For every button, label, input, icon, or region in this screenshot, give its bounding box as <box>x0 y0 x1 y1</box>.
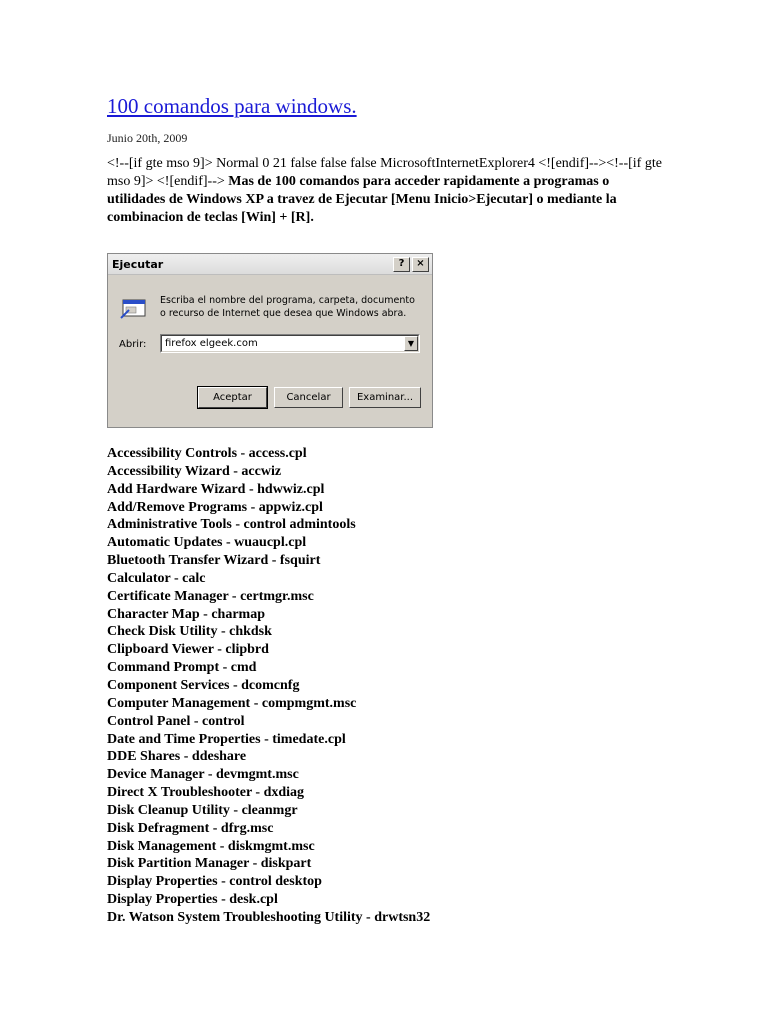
command-list-item: Command Prompt - cmd <box>107 660 257 676</box>
dialog-message: Escriba el nombre del programa, carpeta, documento o recurso de Internet que desea que Windows abra. <box>160 295 415 319</box>
dialog-title: Ejecutar <box>112 257 164 271</box>
post-date: Junio 20th, 2009 <box>107 131 188 145</box>
command-list-item: Control Panel - control <box>107 713 245 729</box>
command-list-item: Display Properties - desk.cpl <box>107 892 278 908</box>
intro-plain-text: <!--[if gte mso 9]> Normal 0 21 false false false MicrosoftInternetExplorer4 <![endif]--><!--[if gte mso 9]> <![endif]--> <box>107 156 662 189</box>
command-list-item: Automatic Updates - wuaucpl.cpl <box>107 535 307 551</box>
command-list-item: Clipboard Viewer - clipbrd <box>107 642 269 658</box>
command-list-item: Component Services - dcomcnfg <box>107 677 300 693</box>
open-value: firefox elgeek.com <box>165 338 258 349</box>
command-list-item: Calculator - calc <box>107 570 206 586</box>
command-list-item: Accessibility Controls - access.cpl <box>107 446 307 461</box>
post-intro <box>107 155 667 227</box>
run-icon <box>120 296 148 320</box>
chevron-down-icon: ▼ <box>404 336 418 351</box>
intro-bold-text: Mas de 100 comandos para acceder rapidamente a programas o utilidades de Windows XP a travez de Ejecutar [Menu Inicio>Ejecutar] o mediante la combinacion de teclas [Win] + [R]. <box>107 174 617 225</box>
close-icon: × <box>412 257 429 272</box>
command-list-item: Add Hardware Wizard - hdwwiz.cpl <box>107 481 325 497</box>
command-list <box>107 445 667 927</box>
command-list-item: Display Properties - control desktop <box>107 874 322 890</box>
command-list-item: Accessibility Wizard - accwiz <box>107 463 282 479</box>
command-list-item: Date and Time Properties - timedate.cpl <box>107 731 346 747</box>
open-label: Abrir: <box>119 339 147 350</box>
run-dialog-screenshot <box>107 253 433 428</box>
command-list-item: Add/Remove Programs - appwiz.cpl <box>107 499 323 515</box>
command-list-item: Administrative Tools - control admintools <box>107 517 356 533</box>
command-list-item: Dr. Watson System Troubleshooting Utility - drwtsn32 <box>107 909 431 925</box>
dialog-titlebar <box>108 254 432 275</box>
command-list-item: Disk Partition Manager - diskpart <box>107 856 312 872</box>
command-list-item: Computer Management - compmgmt.msc <box>107 695 357 711</box>
command-list-item: DDE Shares - ddeshare <box>107 749 247 765</box>
ok-button: Aceptar <box>198 387 267 408</box>
post-title-link[interactable]: 100 comandos para windows. <box>107 94 357 118</box>
command-list-item: Character Map - charmap <box>107 606 265 622</box>
command-list-item: Disk Defragment - dfrg.msc <box>107 820 274 836</box>
command-list-item: Check Disk Utility - chkdsk <box>107 624 272 640</box>
cancel-button: Cancelar <box>274 387 343 408</box>
browse-button: Examinar... <box>349 387 421 408</box>
command-list-item: Device Manager - devmgmt.msc <box>107 767 299 783</box>
command-list-item: Disk Management - diskmgmt.msc <box>107 838 315 854</box>
command-list-item: Bluetooth Transfer Wizard - fsquirt <box>107 553 321 569</box>
titlebar-buttons <box>393 257 429 272</box>
command-list-item: Certificate Manager - certmgr.msc <box>107 588 314 604</box>
open-combobox <box>160 334 420 353</box>
command-list-item: Disk Cleanup Utility - cleanmgr <box>107 802 298 818</box>
help-icon: ? <box>393 257 410 272</box>
command-list-item: Direct X Troubleshooter - dxdiag <box>107 785 305 801</box>
